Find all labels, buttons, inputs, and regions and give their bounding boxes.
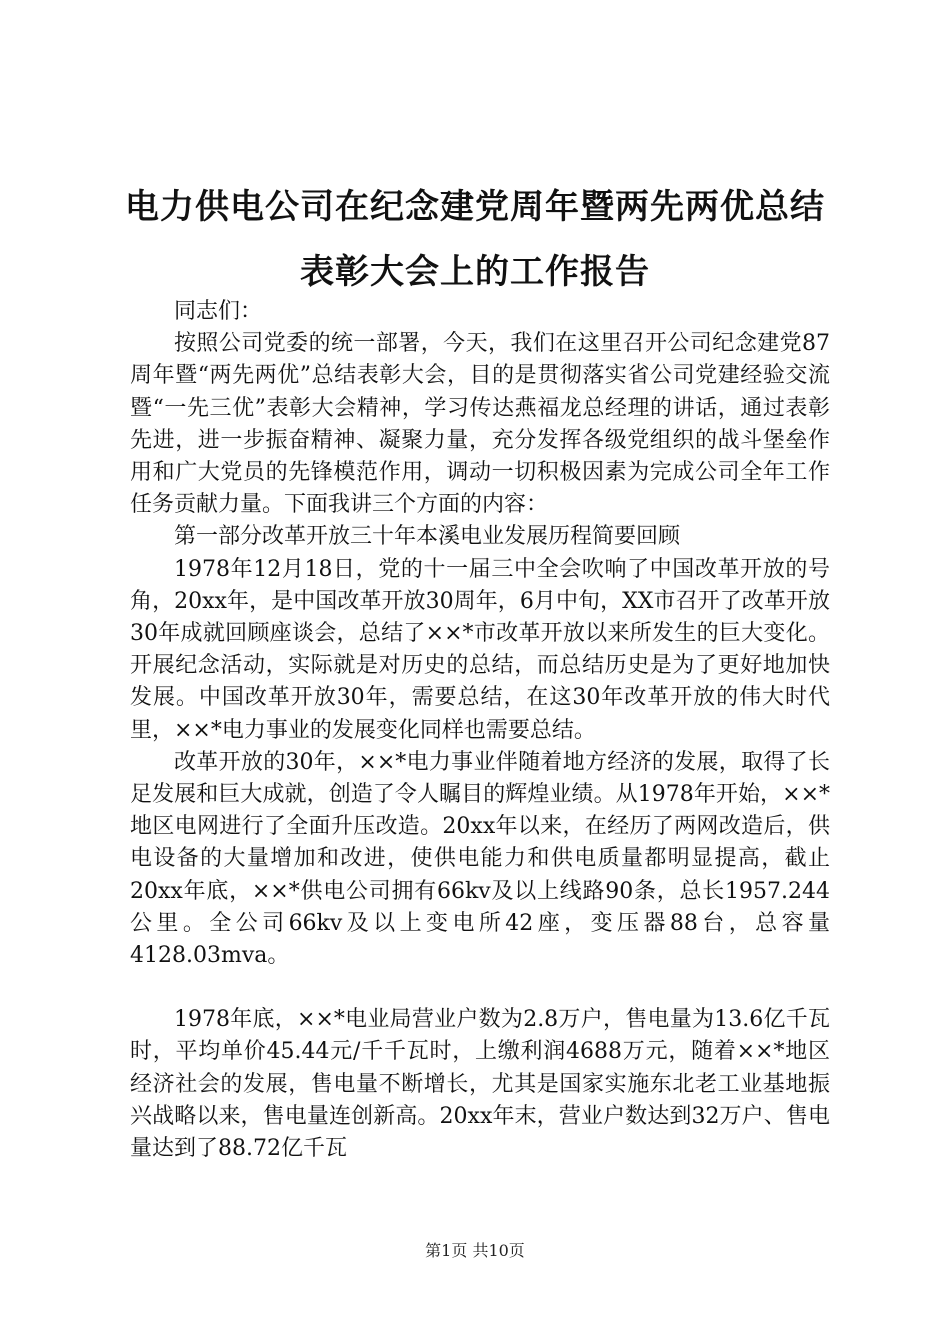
paragraph-history: 1978年12月18日，党的十一届三中全会吹响了中国改革开放的号角，20xx年，是中国改革开放30周年，6月中旬，XX市召开了改革开放30年成就回顾座谈会，总结了××*市改革开放以来所发生的巨大变化。开展纪念活动，实际就是对历史的总结，而总结历史是为了更好地加快发展。中国改革开放30年，需要总结，在这30年改革开放的伟大时代里，××*电力事业的发展变化同样也需要总结。 [130, 556, 830, 743]
document-title-line-1: 电力供电公司在纪念建党周年暨两先两优总结 [125, 187, 825, 227]
paragraph-grid-development: 改革开放的30年，××*电力事业伴随着地方经济的发展，取得了长足发展和巨大成就，创造了令人瞩目的辉煌业绩。从1978年开始，××*地区电网进行了全面升压改造。20xx年以来，在经历了两网改造后，供电设备的大量增加和改进，使供电能力和供电质量都明显提高，截止20xx年底，××*供电公司拥有66kv及以上线路90条，总长1957.244公里。全公司66kv及以上变电所42座，变压器88台，总容量4128.03mva。 [130, 749, 830, 969]
page-number-footer: 第1页 共10页 [425, 1241, 525, 1260]
paragraph-sales-statistics: 1978年底，××*电业局营业户数为2.8万户，售电量为13.6亿千瓦时，平均单价45.44元/千千瓦时，上缴利润4688万元，随着××*地区经济社会的发展，售电量不断增长，尤其是国家实施东北老工业基地振兴战略以来，售电量连创新高。20xx年末，营业户数达到32万户、售电量达到了88.72亿千瓦 [130, 1007, 830, 1162]
salutation: 同志们： [174, 299, 263, 324]
section-heading: 第一部分改革开放三十年本溪电业发展历程简要回顾 [174, 524, 681, 550]
paragraph-intro: 按照公司党委的统一部署，今天，我们在这里召开公司纪念建党87周年暨“两先两优”总结表彰大会，目的是贯彻落实省公司党建经验交流暨“一先三优”表彰大会精神，学习传达燕福龙总经理的讲话，通过表彰先进，进一步振奋精神、凝聚力量，充分发挥各级党组织的战斗堡垒作用和广大党员的先锋模范作用，调动一切积极因素为完成公司全年工作任务贡献力量。下面我讲三个方面的内容： [130, 331, 830, 518]
document-body [130, 296, 830, 1165]
document-title-line-2: 表彰大会上的工作报告 [300, 252, 650, 292]
